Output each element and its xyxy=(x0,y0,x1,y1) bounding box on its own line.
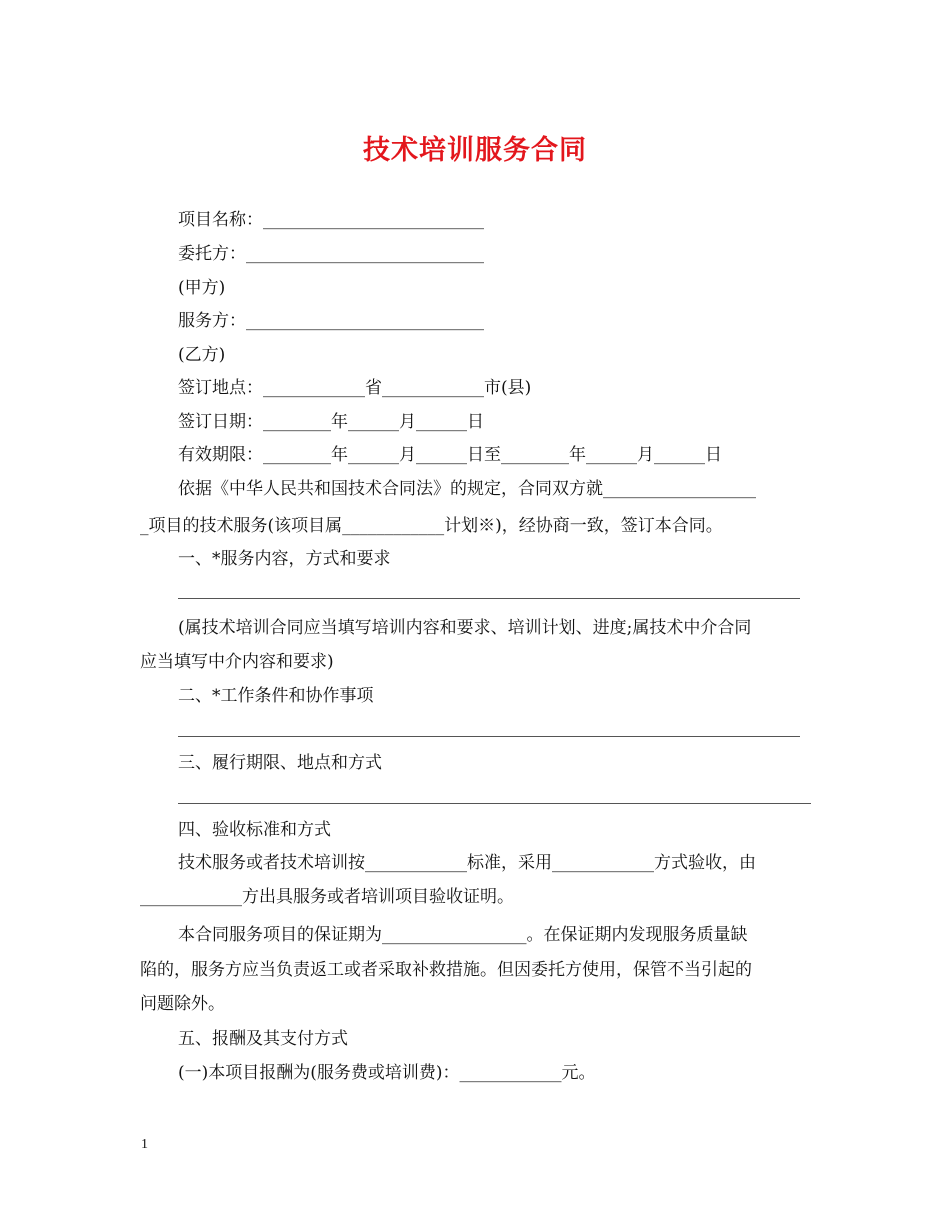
document-title: 技术培训服务合同 xyxy=(363,135,587,166)
section-text-line: 陷的，服务方应当负责返工或者采取补救措施。但因委托方使用，保管不当引起的 xyxy=(140,960,752,980)
field-sign-date: 签订日期：________年______月______日 xyxy=(178,412,484,432)
page-number: 1 xyxy=(141,1137,148,1152)
section-heading: 一、*服务内容，方式和要求 xyxy=(178,549,391,569)
field-valid-period: 有效期限：________年______月______日至________年______月______日 xyxy=(178,445,722,465)
field-project-name: 项目名称：__________________________ xyxy=(178,210,484,230)
fill-in-line xyxy=(178,736,800,737)
preamble-line: 依据《中华人民共和国技术合同法》的规定，合同双方就__________________ xyxy=(178,479,756,499)
section-heading: 二、*工作条件和协作事项 xyxy=(178,686,374,706)
section-text-line: 技术服务或者技术培训按____________标准，采用____________方式验收，由 xyxy=(178,853,756,873)
field-service-provider: 服务方：____________________________ xyxy=(178,311,484,331)
field-party-b: (乙方) xyxy=(178,345,226,365)
field-party-a: (甲方) xyxy=(178,278,226,298)
section-text-line: 本合同服务项目的保证期为_________________。在保证期内发现服务质量缺 xyxy=(178,925,748,945)
fill-in-line xyxy=(178,803,811,804)
section-note-line: (属技术培训合同应当填写培训内容和要求、培训计划、进度;属技术中介合同 xyxy=(178,618,752,638)
section-text-line: 问题除外。 xyxy=(140,994,225,1014)
field-client: 委托方：____________________________ xyxy=(178,244,484,264)
field-sign-place: 签订地点：____________省____________市(县) xyxy=(178,378,532,398)
fill-in-line xyxy=(178,598,800,599)
section-text-line: (一)本项目报酬为(服务费或培训费)：____________元。 xyxy=(178,1063,596,1083)
section-text-line: ____________方出具服务或者培训项目验收证明。 xyxy=(140,887,514,907)
section-heading: 三、履行期限、地点和方式 xyxy=(178,753,382,773)
section-heading: 四、验收标准和方式 xyxy=(178,820,331,840)
section-heading: 五、报酬及其支付方式 xyxy=(178,1029,348,1049)
preamble-line: _项目的技术服务(该项目属____________计划※)，经协商一致，签订本合同。 xyxy=(140,516,723,536)
section-note-line: 应当填写中介内容和要求) xyxy=(140,652,334,672)
